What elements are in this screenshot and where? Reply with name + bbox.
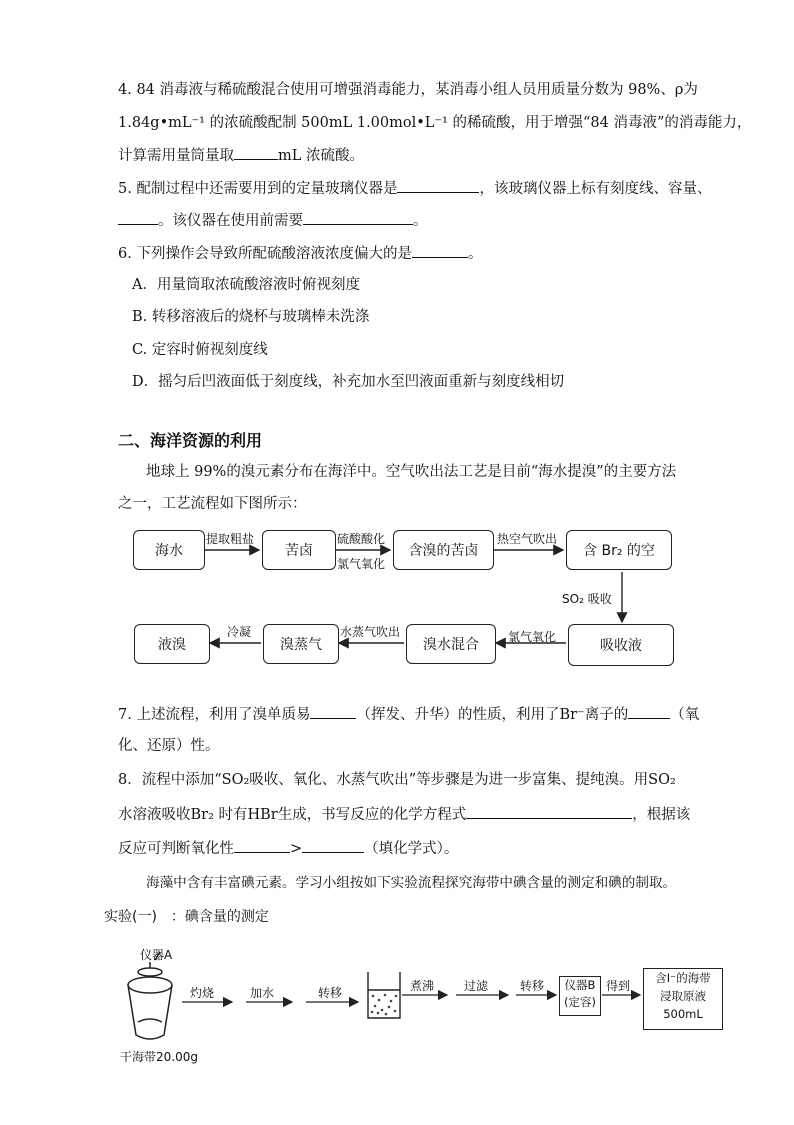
q8-equation-blank[interactable] — [466, 804, 632, 819]
flow-label-acidify: 硫酸酸化 — [337, 532, 386, 546]
result-line3: 500mL — [663, 1007, 703, 1021]
q8-text-b: ，根据该 — [632, 807, 691, 823]
section2-intro1: 地球上 99%的溴元素分布在海洋中。空气吹出法工艺是目前“海水提溴”的主要方法 — [146, 464, 677, 480]
step-transfer-2: 转移 — [520, 979, 545, 993]
q7-line1 — [118, 704, 699, 725]
q7-text-a: 7. 上述流程，利用了溴单质易 — [118, 707, 311, 723]
flow-label-salt: 提取粗盐 — [206, 532, 255, 546]
q4-line1: 4. 84 消毒液与稀硫酸混合使用可增强消毒能力，某消毒小组人员用质量分数为 98%、ρ为 — [118, 82, 698, 98]
section2-title: 二、海洋资源的利用 — [118, 431, 263, 450]
q4-line3-tail: mL 浓硫酸。 — [278, 148, 364, 164]
flow-box-liquid-bromine: 液溴 — [134, 624, 210, 664]
q6-option-d: D．摇匀后凹液面低于刻度线，补充加水至凹液面重新与刻度线相切 — [132, 374, 565, 390]
instrument-b-box — [559, 976, 601, 1016]
q6-option-a: A．用量筒取浓硫酸溶液时俯视刻度 — [132, 277, 360, 293]
section2-intro2: 之一，工艺流程如下图所示： — [118, 496, 307, 512]
beaker-contents-icon — [371, 994, 398, 1016]
q8-oxidant-blank-2[interactable] — [302, 838, 364, 853]
q6-option-c: C. 定容时俯视刻度线 — [132, 342, 268, 358]
instrument-b-note: (定容) — [564, 995, 596, 1009]
result-box — [643, 968, 723, 1030]
flow-box-absorbent: 吸收液 — [568, 624, 674, 666]
q8-line2 — [118, 804, 690, 825]
step-transfer-1: 转移 — [318, 986, 343, 1000]
step-ignite: 灼烧 — [190, 986, 215, 1000]
step-boil: 煮沸 — [410, 979, 435, 993]
q7-property-blank[interactable] — [310, 704, 356, 719]
flow-label-hot-air: 热空气吹出 — [497, 532, 558, 546]
q8-line1: 8．流程中添加“SO₂吸收、氧化、水蒸气吹出”等步骤是为进一步富集、提纯溴。用SO₂ — [118, 772, 676, 788]
q5-text: 5. 配制过程中还需要用到的定量玻璃仪器是 — [118, 181, 398, 197]
q7-text-b: （挥发、升华）的性质，利用了Br⁻离子的 — [356, 707, 629, 723]
flow-box-bromine-water: 溴水混合 — [406, 624, 496, 664]
flow-box-bittern: 苦卤 — [262, 530, 336, 570]
instrument-a-label: 仪器A — [140, 948, 173, 962]
q6-option-b: B. 转移溶液后的烧杯与玻璃棒未洗涤 — [132, 309, 370, 325]
instrument-b-label: 仪器B — [564, 978, 596, 992]
q4-line2: 1.84g•mL⁻¹ 的浓硫酸配制 500mL 1.00mol•L⁻¹ 的稀硫酸，用于增强“84 消毒液”的消毒能力， — [118, 115, 752, 131]
q7-redox-blank[interactable] — [628, 704, 670, 719]
q8-text-c: 反应可判断氧化性 — [118, 841, 234, 857]
seaweed-intro: 海藻中含有丰富碘元素。学习小组按如下实验流程探究海带中碘含量的测定和碘的制取。 — [146, 875, 677, 891]
q8-text-d: （填化学式）。 — [364, 841, 459, 857]
sample-label: 干海带20.00g — [120, 1050, 198, 1064]
q4-line3-text: 计算需用量筒量取 — [118, 148, 234, 164]
flow-box-bromine-vapor: 溴蒸气 — [263, 624, 339, 664]
step-add-water: 加水 — [250, 986, 275, 1000]
q7-text-c: （氧 — [670, 707, 700, 723]
result-line1: 含I⁻的海带 — [655, 971, 711, 985]
step-filter: 过滤 — [464, 979, 489, 993]
q6-stem-end: 。 — [467, 246, 483, 262]
q8-oxidant-blank-1[interactable] — [234, 838, 290, 853]
crucible-icon — [128, 952, 172, 1039]
step-obtain: 得到 — [606, 979, 631, 993]
q7-line2: 化、还原）性。 — [118, 738, 220, 754]
flow-label-condense: 冷凝 — [227, 625, 252, 639]
flow-label-so2: SO₂ 吸收 — [562, 592, 612, 606]
q8-greater-than: > — [290, 841, 303, 857]
q5-text-c: 。该仪器在使用前需要 — [158, 213, 303, 229]
flow-box-seawater: 海水 — [133, 530, 205, 570]
q8-text-a: 水溶液吸收Br₂ 时有HBr生成，书写反应的化学方程式 — [118, 807, 467, 823]
q8-line3 — [118, 838, 458, 859]
flow-label-chlorine-1: 氯气氧化 — [337, 557, 386, 571]
flow-label-chlorine-2: 氯气氧化 — [508, 630, 557, 644]
q5-text-b: ，该玻璃仪器上标有刻度线、容量、 — [479, 181, 712, 197]
flow-label-steam: 水蒸气吹出 — [340, 625, 401, 639]
result-line2: 浸取原液 — [660, 989, 706, 1003]
flow-box-br2-air: 含 Br₂ 的空 — [566, 530, 672, 570]
flow-box-bromine-bittern: 含溴的苦卤 — [393, 530, 494, 570]
q5-text-d: 。 — [413, 213, 428, 229]
q6-stem-text: 6. 下列操作会导致所配硫酸溶液浓度偏大的是 — [118, 246, 412, 262]
experiment-title: 实验(一) ：碘含量的测定 — [104, 909, 269, 925]
